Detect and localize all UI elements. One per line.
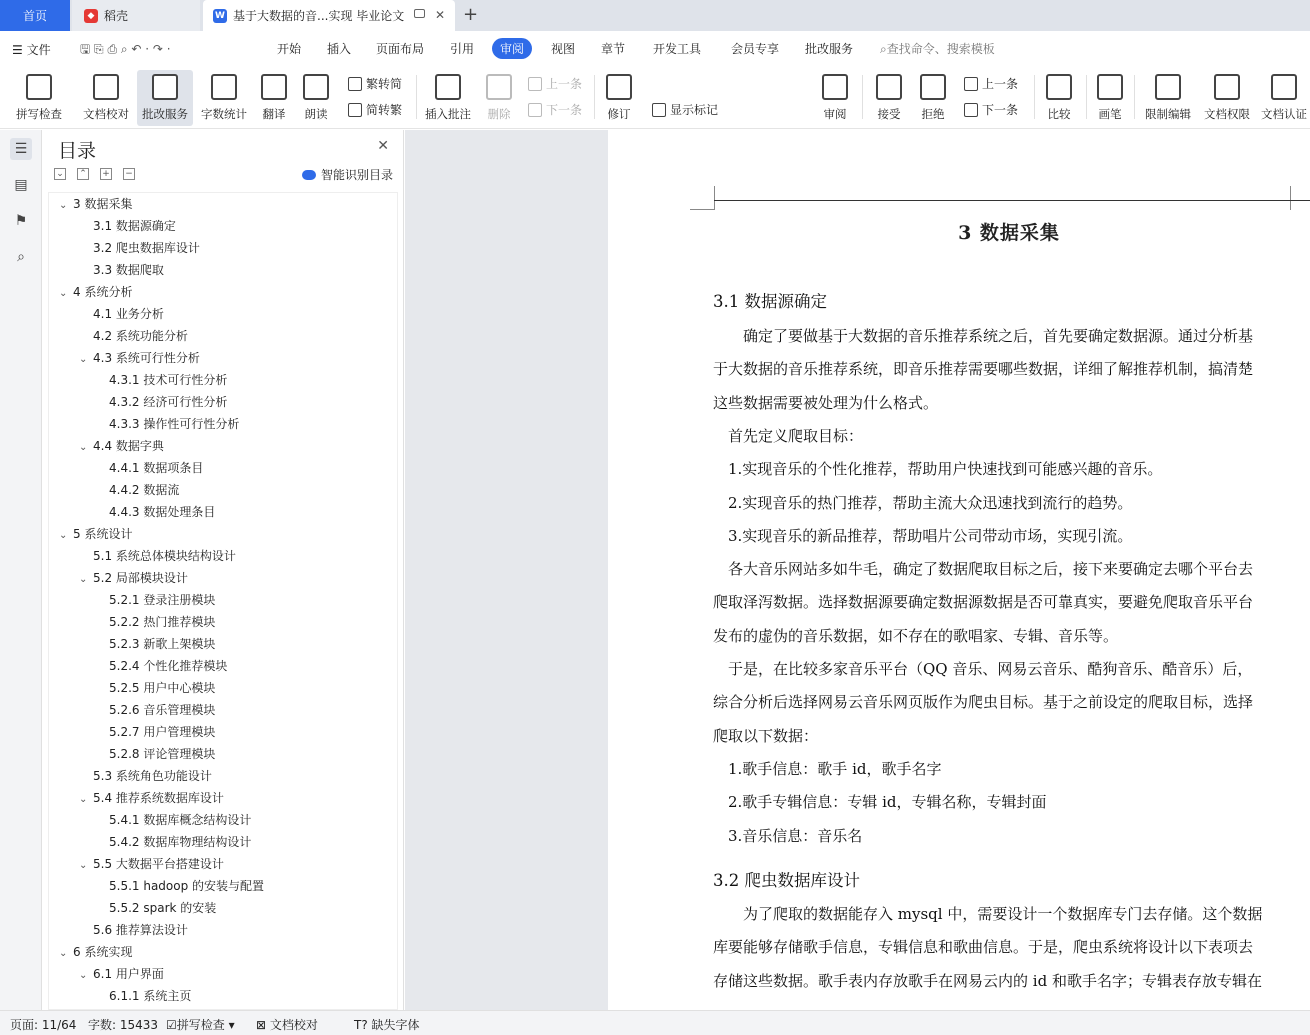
menu-start[interactable]: 开始 [277, 42, 302, 56]
read-aloud-icon [303, 74, 329, 100]
toc-item-label: 5.5.2 spark 的安装 [109, 901, 217, 915]
doc-rights-label: 文档权限 [1204, 107, 1250, 121]
section-heading: 3.1 数据源确定 [713, 292, 827, 311]
menu-layout[interactable]: 页面布局 [376, 42, 425, 56]
toc-item-label: 5.2 局部模块设计 [93, 571, 188, 585]
prev-change-button[interactable] [964, 75, 1018, 92]
next-change-label: 下一条 [982, 103, 1019, 117]
toc-item[interactable] [109, 611, 215, 633]
toc-item[interactable] [109, 633, 215, 655]
toc-item-label: 4.4.2 数据流 [109, 483, 180, 497]
text-line: 于大数据的音乐推荐系统，即音乐推荐需要哪些数据，详细了解推荐机制，搞清楚 [713, 360, 1254, 379]
pen-label: 画笔 [1098, 107, 1122, 121]
toc-item[interactable] [79, 347, 200, 369]
toc-item-label: 4.3 系统可行性分析 [93, 351, 200, 365]
spell-check-icon [26, 74, 52, 100]
lock-icon [1155, 74, 1181, 100]
toc-item-label: 5.2.4 个性化推荐模块 [109, 659, 228, 673]
toc-item[interactable] [109, 743, 215, 765]
add-heading-icon[interactable]: + [100, 168, 112, 180]
command-search[interactable] [880, 40, 995, 57]
text-line: 爬取以下数据： [713, 726, 819, 745]
toc-item-label: 5.2.7 用户管理模块 [109, 725, 216, 739]
toc-item[interactable] [79, 853, 224, 875]
comment-icon [435, 74, 461, 100]
toc-item-label: 4.2 系统功能分析 [93, 329, 188, 343]
toc-item-label: 3 数据采集 [73, 197, 133, 211]
translate-button[interactable] [255, 70, 293, 126]
toc-item-label: 5.6 推荐算法设计 [93, 923, 188, 937]
trad-to-simp-button[interactable] [348, 75, 402, 92]
chevron-down-icon[interactable]: ⌄ [79, 794, 88, 805]
text-line: 3.音乐信息：音乐名 [713, 826, 863, 845]
read-aloud-button[interactable] [298, 70, 334, 126]
chevron-down-icon[interactable]: ⌄ [79, 860, 88, 871]
word-count-label: 字数统计 [201, 107, 247, 121]
trad-to-simp-label: 繁转简 [366, 77, 403, 91]
checkbox-icon: ☑ [166, 1018, 177, 1032]
toc-list [48, 192, 398, 1010]
tab-document[interactable] [203, 0, 455, 31]
toc-item-label: 6 系统实现 [73, 945, 133, 959]
divider [1134, 75, 1135, 119]
menu-bar [0, 31, 1310, 67]
reject-label: 拒绝 [921, 107, 945, 121]
remove-heading-icon[interactable]: − [123, 168, 135, 180]
toc-item-label: 5.2.6 音乐管理模块 [109, 703, 216, 717]
toc-item-label: 6.1.1 系统主页 [109, 989, 192, 1003]
spell-check-toggle[interactable]: ☑拼写检查 ▾ [166, 1018, 235, 1032]
chevron-down-icon[interactable]: ⌄ [79, 574, 88, 585]
spell-check-status-label: 拼写检查 [176, 1018, 225, 1032]
word-count-button[interactable] [198, 70, 250, 126]
tab-daoke[interactable] [72, 0, 200, 31]
close-icon[interactable]: ✕ [377, 138, 389, 154]
search-icon[interactable]: ⌕ [17, 249, 25, 265]
spell-check-button[interactable] [8, 70, 70, 126]
review-service-label: 批改服务 [142, 107, 188, 121]
command-search-label: 查找命令、搜索模板 [886, 42, 995, 56]
toc-item[interactable] [109, 677, 215, 699]
track-changes-icon [606, 74, 632, 100]
accept-label: 接受 [877, 107, 901, 121]
status-bar [0, 1010, 1310, 1035]
word-count[interactable]: 字数: 15433 [88, 1018, 159, 1032]
chevron-down-icon[interactable]: ⌄ [59, 200, 68, 211]
toc-item-label: 5.4.2 数据库物理结构设计 [109, 835, 252, 849]
toc-item[interactable] [79, 567, 188, 589]
toc-item[interactable] [93, 325, 188, 347]
toc-item-label: 5.5 大数据平台搭建设计 [93, 857, 224, 871]
toc-item-label: 5.1 系统总体模块结构设计 [93, 549, 236, 563]
toc-item[interactable] [109, 897, 216, 919]
text-line: 2.歌手专辑信息：专辑 id，专辑名称，专辑封面 [713, 793, 1047, 812]
next-icon [528, 103, 542, 117]
prev-icon [528, 77, 542, 91]
toc-item-label: 6.1 用户界面 [93, 967, 164, 981]
chevron-down-icon[interactable]: ⌄ [59, 288, 68, 299]
toc-title: 目录 [58, 140, 97, 162]
toc-item-label: 3.2 爬虫数据库设计 [93, 241, 200, 255]
toc-item-label: 5.2.5 用户中心模块 [109, 681, 216, 695]
toc-item-label: 4.3.3 操作性可行性分析 [109, 417, 240, 431]
compare-button[interactable] [1040, 70, 1078, 126]
doc-auth-button[interactable] [1258, 70, 1310, 126]
next-change-button[interactable] [964, 101, 1018, 118]
toc-item[interactable] [109, 875, 264, 897]
smart-toc-icon [302, 170, 316, 180]
toc-item[interactable] [59, 193, 132, 215]
text-line: 于是，在比较多家音乐平台（QQ 音乐、网易云音乐、酷狗音乐、酷音乐）后， [713, 660, 1253, 678]
divider [1034, 75, 1035, 119]
review-pane-icon [822, 74, 848, 100]
compare-icon [1046, 74, 1072, 100]
show-markup-icon [652, 103, 666, 117]
toc-item-label: 3.3 数据爬取 [93, 263, 164, 277]
toc-item[interactable] [109, 457, 203, 479]
pen-icon [1097, 74, 1123, 100]
chevron-down-icon[interactable]: ⌄ [79, 970, 88, 981]
text-line: 首先定义爬取目标： [713, 426, 864, 445]
restrict-edit-button[interactable] [1140, 70, 1196, 126]
quick-tools-icon[interactable]: 🖫 ⎘ ⎙ ⌕ ↶ · ↷ · [80, 42, 171, 56]
tab-bar [0, 0, 1310, 31]
text-line: 1.歌手信息：歌手 id，歌手名字 [713, 759, 942, 778]
simp-to-trad-label: 简转繁 [366, 103, 403, 117]
chevron-down-icon[interactable]: ⌄ [59, 530, 68, 541]
page-gutter [405, 130, 608, 1010]
proofread-icon: ⊠ [256, 1018, 267, 1032]
toc-item-label: 4.1 业务分析 [93, 307, 164, 321]
toc-item[interactable] [109, 413, 239, 435]
proofread-button[interactable] [78, 70, 134, 126]
chapter-heading: 3 数据采集 [958, 222, 1060, 244]
show-markup-button[interactable] [652, 101, 718, 118]
close-icon[interactable]: ✕ [434, 8, 445, 22]
toc-item-label: 5.3 系统角色功能设计 [93, 769, 212, 783]
translate-label: 翻译 [262, 107, 286, 121]
next-change-icon [964, 103, 978, 117]
toc-item-label: 5.5.1 hadoop 的安装与配置 [109, 879, 265, 893]
menu-insert[interactable]: 插入 [327, 42, 352, 56]
simp-to-trad-icon [348, 103, 362, 117]
next-comment-label: 下一条 [546, 103, 583, 117]
proofread-status-label: 文档校对 [269, 1018, 318, 1032]
proofread-label: 文档校对 [83, 107, 129, 121]
text-line: 确定了要做基于大数据的音乐推荐系统之后，首先要确定数据源。通过分析基 [713, 327, 1254, 345]
proofread-status[interactable] [256, 1016, 318, 1033]
accept-icon [876, 74, 902, 100]
toc-item[interactable] [109, 479, 179, 501]
text-line: 各大音乐网站多如牛毛，确定了数据爬取目标之后，接下来要确定去哪个平台去 [713, 560, 1254, 579]
toc-item-label: 4.4.1 数据项条目 [109, 461, 204, 475]
toc-item-label: 5.2.8 评论管理模块 [109, 747, 216, 761]
review-pane-label: 审阅 [823, 107, 847, 121]
menu-devtools[interactable]: 开发工具 [653, 42, 702, 56]
toc-item[interactable] [79, 787, 224, 809]
toc-item[interactable] [93, 215, 176, 237]
insert-comment-label: 插入批注 [425, 107, 471, 121]
toc-item[interactable] [109, 369, 227, 391]
delete-comment-icon [486, 74, 512, 100]
crop-mark [1290, 186, 1291, 210]
doc-auth-icon [1271, 74, 1297, 100]
chevron-down-icon[interactable]: ⌄ [79, 354, 88, 365]
menu-review[interactable]: 审阅 [492, 38, 532, 59]
menu-member[interactable]: 会员专享 [731, 42, 780, 56]
text-line: 综合分析后选择网易云音乐网页版作为爬虫目标。基于之前设定的爬取目标，选择 [713, 693, 1254, 712]
smart-toc-button[interactable] [302, 166, 393, 183]
chevron-down-icon[interactable]: ⌄ [59, 948, 68, 959]
missing-font-label: 缺失字体 [371, 1018, 420, 1032]
text-line: 1.实现音乐的个性化推荐，帮助用户快速找到可能感兴趣的音乐。 [713, 460, 1163, 479]
accept-button[interactable] [870, 70, 908, 126]
ribbon-toolbar [0, 67, 1310, 129]
menu-file-label: 文件 [26, 43, 51, 57]
restrict-edit-label: 限制编辑 [1145, 107, 1191, 121]
expand-up-icon[interactable]: ⌃ [77, 168, 89, 180]
divider [1086, 75, 1087, 119]
divider [862, 75, 863, 119]
toc-item[interactable] [109, 809, 251, 831]
crop-mark [690, 209, 714, 210]
tab-home[interactable] [0, 0, 70, 31]
doc-auth-label: 文档认证 [1261, 107, 1307, 121]
search-icon: ⌕ [880, 42, 887, 56]
toc-item[interactable] [93, 545, 236, 567]
page-indicator[interactable]: 页面: 11/64 [10, 1018, 77, 1032]
prev-change-icon [964, 77, 978, 91]
window-icon[interactable] [414, 9, 425, 18]
menu-chapter[interactable]: 章节 [601, 42, 626, 56]
toc-item-label: 4.4 数据字典 [93, 439, 164, 453]
collapse-all-icon[interactable]: ⌄ [54, 168, 66, 180]
writer-logo-icon: W [213, 9, 227, 23]
doc-rights-icon [1214, 74, 1240, 100]
toc-item[interactable] [109, 721, 215, 743]
toc-item[interactable] [109, 699, 215, 721]
word-count-icon [211, 74, 237, 100]
smart-toc-label: 智能识别目录 [320, 168, 393, 182]
menu-references[interactable]: 引用 [450, 42, 475, 56]
toc-item-label: 5.2.1 登录注册模块 [109, 593, 216, 607]
trad-to-simp-icon [348, 77, 362, 91]
proofread-icon [93, 74, 119, 100]
toc-item[interactable] [109, 589, 215, 611]
prev-comment-label: 上一条 [546, 77, 583, 91]
pen-button[interactable] [1092, 70, 1128, 126]
daoke-logo-icon: ◆ [84, 9, 98, 23]
toc-item-label: 3.1 数据源确定 [93, 219, 176, 233]
review-service-icon [152, 74, 178, 100]
divider [416, 75, 417, 119]
chevron-down-icon[interactable]: ⌄ [79, 442, 88, 453]
toc-item[interactable] [59, 523, 132, 545]
toc-item-label: 4.3.2 经济可行性分析 [109, 395, 228, 409]
delete-comment-label: 删除 [487, 107, 511, 121]
track-changes-label: 修订 [607, 107, 631, 121]
menu-review-service[interactable]: 批改服务 [805, 42, 854, 56]
review-pane-button[interactable] [815, 70, 855, 126]
toc-item[interactable] [109, 391, 227, 413]
toc-item-label: 4.3.1 技术可行性分析 [109, 373, 228, 387]
toc-item-label: 5 系统设计 [73, 527, 133, 541]
header-rule [714, 200, 1310, 201]
toc-item[interactable] [93, 919, 188, 941]
toc-item-label: 4 系统分析 [73, 285, 133, 299]
review-service-button[interactable] [137, 70, 193, 126]
text-line: 发布的虚伪的音乐数据，如不存在的歌唱家、专辑、音乐等。 [713, 626, 1119, 645]
text-line: 库要能够存储歌手信息，专辑信息和歌曲信息。于是，爬虫系统将设计以下表项去 [713, 938, 1254, 957]
menu-file[interactable]: ☰ 文件 [12, 43, 51, 57]
toc-item-label: 5.4.1 数据库概念结构设计 [109, 813, 252, 827]
toc-item[interactable] [93, 259, 164, 281]
tab-document-label: 基于大数据的音...实现 毕业论文 [233, 9, 405, 23]
toc-item[interactable] [59, 281, 132, 303]
prev-change-label: 上一条 [982, 77, 1019, 91]
spell-check-label: 拼写检查 [16, 107, 62, 121]
tab-daoke-label: 稻壳 [104, 9, 129, 23]
toc-item[interactable] [93, 237, 200, 259]
compare-label: 比较 [1047, 107, 1071, 121]
document-page[interactable] [608, 130, 1310, 1010]
navigation-icon[interactable]: ▤ [14, 177, 28, 193]
text-line: 2.实现音乐的热门推荐，帮助主流大众迅速找到流行的趋势。 [713, 493, 1133, 512]
section-heading: 3.2 爬虫数据库设计 [713, 871, 860, 890]
text-line: 存储这些数据。歌手表内存放歌手在网易云内的 id 和歌手名字；专辑表存放专辑在 [713, 971, 1262, 990]
read-aloud-label: 朗读 [304, 107, 328, 121]
toc-item-label: 5.2.3 新歌上架模块 [109, 637, 216, 651]
toc-item-label: 5.2.2 热门推荐模块 [109, 615, 216, 629]
doc-rights-button[interactable] [1199, 70, 1255, 126]
text-line: 为了爬取的数据能存入 mysql 中，需要设计一个数据库专门去存储。这个数据 [713, 905, 1263, 923]
toc-item-label: 5.4 推荐系统数据库设计 [93, 791, 224, 805]
bookmark-icon[interactable]: ⚑ [14, 213, 28, 229]
prev-comment-button[interactable] [528, 75, 582, 92]
delete-comment-button[interactable] [480, 70, 518, 126]
simp-to-trad-button[interactable] [348, 101, 402, 118]
toc-item[interactable] [109, 655, 227, 677]
translate-icon [261, 74, 287, 100]
toc-item[interactable] [93, 303, 164, 325]
missing-font-status[interactable] [354, 1016, 420, 1033]
track-changes-button[interactable] [600, 70, 638, 126]
toc-item[interactable] [59, 941, 132, 963]
toc-item[interactable] [109, 985, 191, 1007]
new-tab-icon[interactable]: + [463, 4, 479, 25]
font-icon: T? [354, 1018, 368, 1032]
next-comment-button[interactable] [528, 101, 582, 118]
crop-mark [714, 186, 715, 210]
show-markup-label: 显示标记 [670, 103, 719, 117]
toc-item[interactable] [79, 963, 164, 985]
toc-item[interactable] [79, 435, 164, 457]
toc-item[interactable] [93, 765, 212, 787]
text-line: 爬取泽泻数据。选择数据源要确定数据源数据是否可靠真实，要避免爬取音乐平台 [713, 593, 1254, 612]
reject-icon [920, 74, 946, 100]
reject-button[interactable] [914, 70, 952, 126]
toc-icon[interactable]: ☰ [10, 138, 32, 160]
toc-item-label: 4.4.3 数据处理条目 [109, 505, 216, 519]
toc-item[interactable] [109, 501, 215, 523]
divider [594, 75, 595, 119]
text-line: 3.实现音乐的新品推荐，帮助唱片公司带动市场，实现引流。 [713, 526, 1133, 545]
text-line: 这些数据需要被处理为什么格式。 [713, 393, 939, 412]
menu-view[interactable]: 视图 [551, 42, 576, 56]
left-sidebar [0, 130, 42, 1010]
toc-item[interactable] [109, 831, 251, 853]
tab-home-label: 首页 [22, 9, 47, 23]
insert-comment-button[interactable] [422, 70, 474, 126]
toc-panel [42, 130, 404, 1010]
